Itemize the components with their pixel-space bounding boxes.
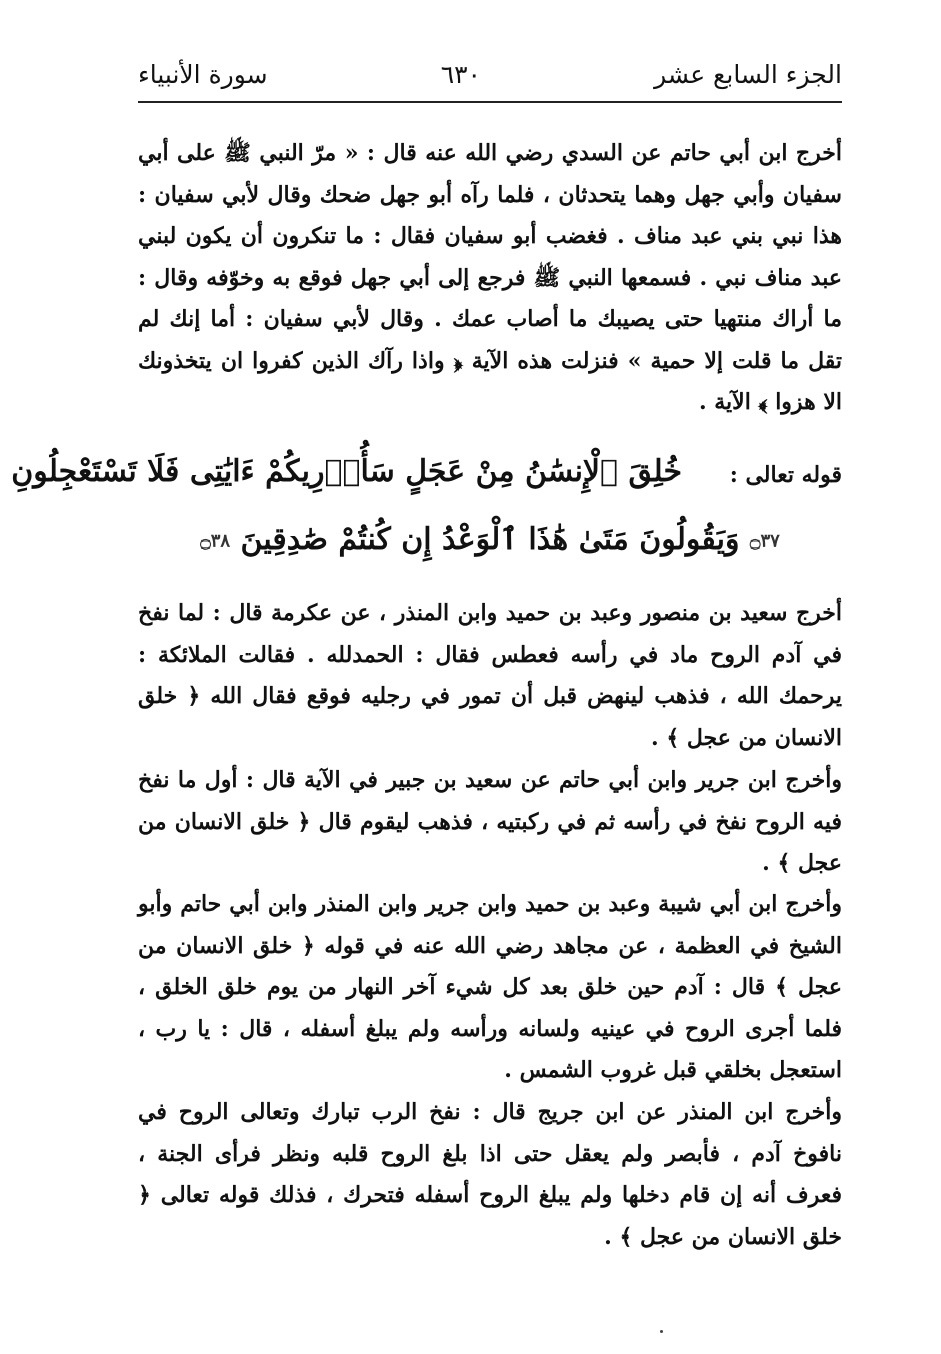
page-header (138, 52, 842, 96)
page-number: ٦٣٠ (440, 59, 481, 89)
surah-title: سورة الأنبياء (138, 59, 268, 89)
paragraph-sadi-narration: أخرج ابن أبي حاتم عن السدي رضي الله عنه قال : « مرّ النبي ﷺ على أبي سفيان وأبي جهل وهما يتحدثان ، فلما رآه أبو جهل ضحك وقال لأبي سفيان : هذا نبي بني عبد مناف . فغضب أبو سفيان فقال : ما تنكرون أن يكون لبني عبد مناف نبي . فسمعها النبي ﷺ فرجع إلى أبي جهل فوقع به وخوّفه وقال : ما أراك منتهيا حتى يصيبك ما أصاب عمك . وقال لأبي سفيان : أما إنك لم تقل ما قلت إلا حمية » فنزلت هذه الآية ﴿ واذا رآك الذين كفروا ان يتخذونك الا هزوا ﴾ الآية . (138, 140, 842, 415)
verse-intro: قوله تعالى : (729, 462, 842, 488)
verse-line-38 (138, 522, 842, 557)
quran-verse-block (11, 448, 842, 578)
juz-title: الجزء السابع عشر (654, 59, 842, 89)
verse-line-37 (11, 454, 682, 489)
paragraph-mujahid-narration: وأخرج ابن أبي شيبة وعبد بن حميد وابن جرير وابن المنذر وابن أبي حاتم وأبو الشيخ في العظمة ، عن مجاهد رضي الله عنه في قوله ﴿ خلق الانسان من عجل ﴾ قال : آدم حين خلق بعد كل شيء آخر النهار من يوم خلق الخلق ، فلما أجرى الروح في عينيه ولسانه ورأسه ولم يبلغ أسفله ، قال : يا رب ، استعجل بخلقي قبل غروب الشمس . (138, 891, 842, 1083)
ayah-number-38: ۝٣٨ (200, 530, 231, 552)
ayah-number-37: ۝٣٧ (749, 530, 780, 552)
header-divider (138, 101, 842, 103)
paragraph-said-narration: وأخرج ابن جرير وابن أبي حاتم عن سعيد بن جبير في الآية قال : أول ما نفخ فيه الروح نفخ في رأسه ثم في ركبتيه ، فذهب ليقوم قال ﴿ خلق الانسان من عجل ﴾ . (138, 767, 842, 876)
paragraph-ibn-jurayj-narration: وأخرج ابن المنذر عن ابن جريج قال : نفخ الرب تبارك وتعالى الروح في نافوخ آدم ، فأبصر ولم يعقل حتى اذا بلغ الروح قلبه ونظر فرأى الجنة ، فعرف أنه إن قام دخلها ولم يبلغ الروح أسفله فتحرك ، فذلك قوله تعالى ﴿ خلق الانسان من عجل ﴾ . (138, 1099, 842, 1250)
verse-38-text: وَيَقُولُونَ مَتَىٰ هَٰذَا ٱلْوَعْدُ إِن كُنتُمْ صَٰدِقِينَ (240, 522, 740, 557)
verse-37-text: خُلِقَ ٱلْإِنسَٰنُ مِنْ عَجَلٍ سَأُو۟رِيكُمْ ءَايَٰتِى فَلَا تَسْتَعْجِلُونِ (11, 454, 682, 489)
scan-speck (660, 1330, 663, 1333)
paragraph-ikrima-narration: أخرج سعيد بن منصور وعبد بن حميد وابن المنذر ، عن عكرمة قال : لما نفخ في آدم الروح ماد في رأسه فعطس فقال : الحمدلله . فقالت الملائكة : يرحمك الله ، فذهب لينهض قبل أن تمور في رجليه فوقع فقال الله ﴿ خلق الانسان من عجل ﴾ . (138, 600, 842, 751)
